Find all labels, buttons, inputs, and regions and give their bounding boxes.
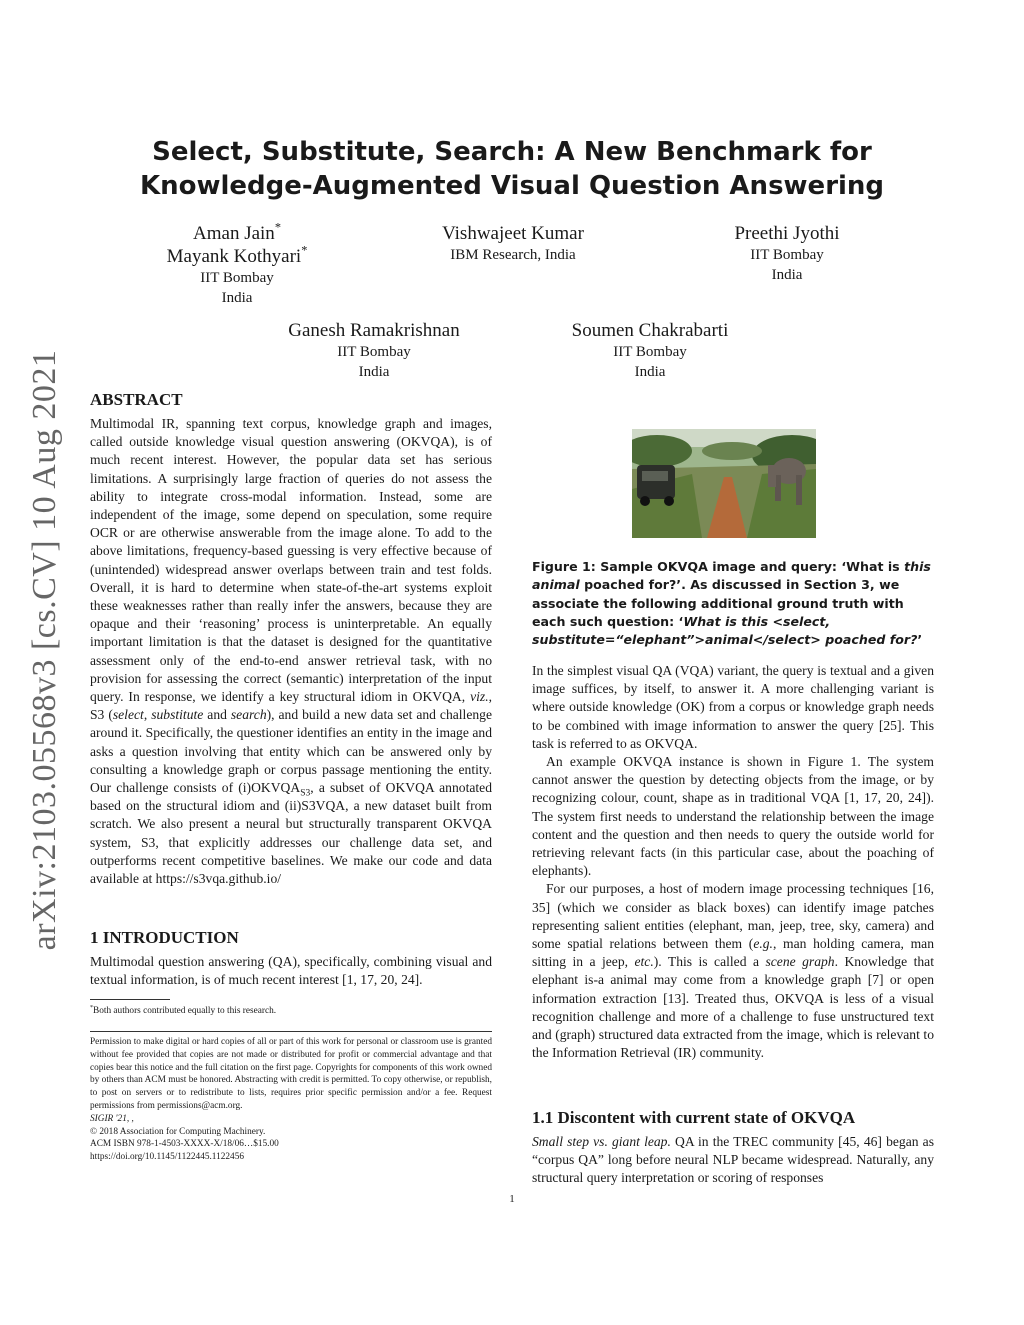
introduction-heading: 1 INTRODUCTION bbox=[90, 928, 239, 947]
paper-title-line2: Knowledge-Augmented Visual Question Answering bbox=[139, 171, 885, 201]
author-block-3: Preethi Jyothi IIT Bombay India bbox=[734, 223, 840, 283]
abstract-heading: ABSTRACT bbox=[90, 390, 183, 409]
introduction-text: Multimodal question answering (QA), specifically, combining visual and textual information, is of much recent interest [1, 17, 20, 24]. bbox=[90, 954, 492, 988]
paper-title-line1: Select, Substitute, Search: A New Benchmark for bbox=[152, 137, 872, 167]
abstract-body: Multimodal IR, spanning text corpus, knowledge graph and images, called outside knowledge visual question answering (OKVQA), is of much recent interest. However, the popular data set has serious limitations. A surprisingly large fraction of queries do not assess the ability to integrate cross-modal information. Instead, some are independent of the image, some depend on speculation, some require OCR or are otherwise answerable from the image alone. To add to the above limitations, frequency-based guessing is very effective because of (unintended) widespread answer overlaps between train and test folds. Overall, it is hard to determine when state-of-the-art systems exploit these weaknesses rather than really infer the answers, because they are opaque and their ‘reasoning’ process is uninterpretable. An equally important limitation is that the dataset is designed for the quantitative assessment only of the end-to-end answer retrieval task, with no provision for assessing the correct (semantic) interpretation of the input query. In response, we identify a key structural idiom in OKVQA, viz., S3 (select, substitute and search), and build a new data set and challenge around it. Specifically, the questioner identifies an entity in the image and asks a question involving that entity which can be answered only by consulting a knowledge graph or corpus passage mentioning the entity. Our challenge consists of $(i)OKVQA_{S3}$, a subset of OKVQA annotated based on the structural idiom and (ii)S3VQA, a new dataset built from scratch. We also present a neural but structurally transparent OKVQA system, S3, that explicitly addresses our challenge data set, and outperforms recent competitive baselines. We make our code and data available at https://s3vqa.github.io/ bbox=[90, 416, 492, 887]
permission-rule bbox=[90, 1031, 492, 1032]
page-number: 1 bbox=[509, 1193, 515, 1205]
arxiv-stamp: arXiv:2103.05568v3 [cs.CV] 10 Aug 2021 bbox=[26, 349, 63, 951]
figure-1-caption: Figure 1: Sample OKVQA image and query: ‘What is this animal poached for?’. As discussed in Section 3, we associate the following additional ground truth with each such question: ‘What is this <select, substitute=“elephant”>animal</select> poached for?’ bbox=[532, 559, 931, 648]
permission-block: Permission to make digital or hard copies of all or part of this work for personal or classroom use is granted without fee provided that copies are not made or distributed for profit or commercial advantage and that copies bear this notice and the full citation on the first page. Copyrights for components of this work owned by others than ACM must be honored. Abstracting with credit is permitted. To copy otherwise, or republish, to post on servers or to redistribute to lists, requires prior specific permission and/or a fee. Request permissions from permissions@acm.org. SIGIR '21, , © 2018 Association for Computing Machinery. ACM ISBN 978-1-4503-XXXX-X/18/06…$15.00 https://doi.org/10.1145/1122445.1122456 bbox=[90, 1037, 492, 1163]
figure-1-image bbox=[632, 429, 816, 538]
author-block-1: Aman Jain* Mayank Kothyari* IIT Bombay India bbox=[166, 220, 308, 306]
footnote: *Both authors contributed equally to this research. bbox=[90, 1004, 277, 1016]
author-block-2: Vishwajeet Kumar IBM Research, India bbox=[442, 223, 584, 263]
subsection-heading: 1.1 Discontent with current state of OKVQA bbox=[532, 1108, 856, 1127]
author-block-5: Soumen Chakrabarti IIT Bombay India bbox=[571, 320, 729, 380]
author-block-4: Ganesh Ramakrishnan IIT Bombay India bbox=[288, 320, 460, 380]
right-column-body: In the simplest visual QA (VQA) variant, the query is textual and a given image suffices, by itself, to answer it. A more challenging variant is where outside knowledge (OK) from a corpus or knowledge graph needs to be combined with image information to answer the query [25]. This task is referred to as OKVQA. An example OKVQA instance is shown in Figure 1. The system cannot answer the question by detecting objects from the image, or by recognizing colour, count, shape as in traditional VQA [1, 17, 20, 24]). The system first needs to understand the relationship between the image content and the question and then needs to query the outside world for retrieving relevant facts (in this particular case, about the poaching of elephants). For our purposes, a host of modern image processing techniques [16, 35] (which we consider as black boxes) can identify image patches representing salient entities (elephant, man, jeep, tree, sky, camera) and some spatial relations between them (e.g., man holding camera, man sitting in a jeep, etc.). This is called a scene graph. Knowledge that elephant is-a animal may come from a knowledge graph [7] or open information extraction [13]. Treated thus, OKVQA is less of a visual recognition challenge and more of a challenge to fuse unstructured text and (graph) structured data extracted from the image, which is relevant to the Information Retrieval (IR) community. bbox=[532, 663, 934, 1061]
subsection-text: Small step vs. giant leap. QA in the TREC community [45, 46] began as “corpus QA” long before neural NLP became widespread. Naturally, any structural query interpretation or scoring of responses bbox=[532, 1134, 934, 1186]
footnote-rule bbox=[90, 999, 170, 1000]
